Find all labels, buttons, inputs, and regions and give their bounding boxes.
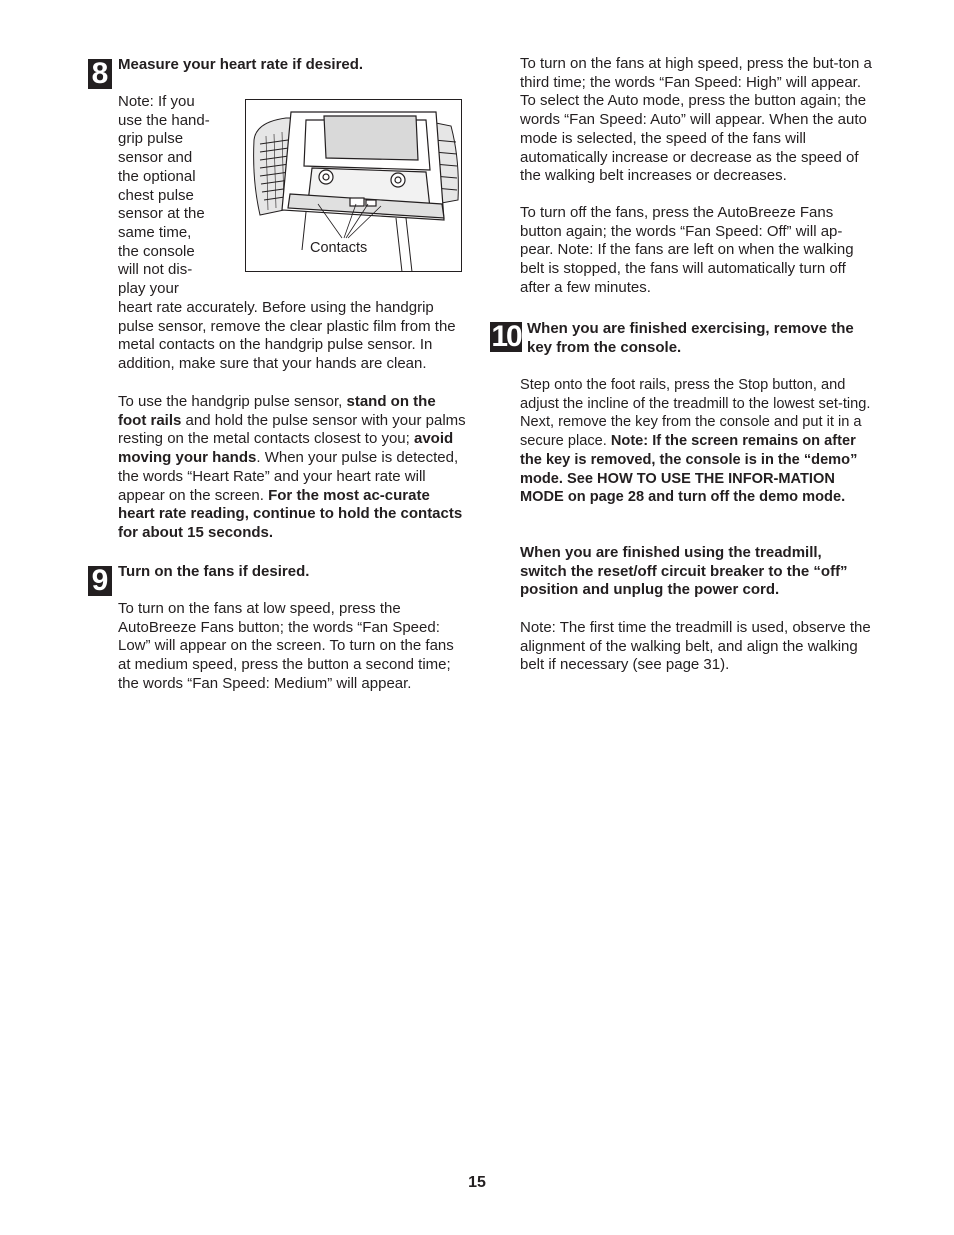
step-10-heading: When you are finished exercising, remove the key from the console. <box>527 320 854 356</box>
text-span: Step onto the foot rails, press the Stop button, and adjust the incline of the treadmill to the lowest set-ting. Next, remove the key from the console and put it in a secure place. <box>520 377 871 450</box>
bold-span: Note: If the screen remains on after the key is removed, the console is in the “demo” mode. See HOW TO USE THE INFOR-MATION MODE on page 28 and turn off the demo mode. <box>520 433 858 506</box>
step-10-paragraph-1 <box>520 376 872 507</box>
step-8-number: 8 <box>88 59 112 89</box>
step-8-note-continued: heart rate accurately. Before using the handgrip pulse sensor, remove the clear plastic film from the metal contacts on the handgrip pulse sensor. In addition, make sure that your hands are clean. <box>118 299 456 373</box>
step-10-paragraph-3: Note: The first time the treadmill is used, observe the alignment of the walking belt, and align the walking belt if necessary (see page 31). <box>520 619 871 674</box>
figure-label-contacts: Contacts <box>310 240 368 256</box>
step-8-paragraph-2 <box>118 393 466 543</box>
note-line: sensor at the <box>118 205 205 223</box>
note-line: the optional <box>118 167 196 185</box>
page-number: 15 <box>468 1174 486 1191</box>
text-span: and hold the pulse sensor with your palms resting on the metal contacts closest to you; <box>118 411 466 448</box>
step-9-number: 9 <box>88 566 112 596</box>
step-9-paragraph-1: To turn on the fans at low speed, press the AutoBreeze Fans button; the words “Fan Speed: Low” will appear on the screen. To turn on the fans at medium speed, press the button a second time; the words “Fan Speed: Medium” will appear. <box>118 600 454 692</box>
note-line: Note: If you <box>118 93 195 110</box>
step-10-paragraph-2: When you are finished using the treadmill, switch the reset/off circuit breaker to the “off” position and unplug the power cord. <box>520 544 848 599</box>
note-line: will not dis- <box>118 261 193 279</box>
console-contacts-illustration <box>245 99 462 272</box>
text-span: To use the handgrip pulse sensor, <box>118 393 347 410</box>
step-9-paragraph-3: To turn off the fans, press the AutoBreeze Fans button again; the words “Fan Speed: Off” will ap-pear. Note: If the fans are left on when the walking belt is stopped, the fans will automatically turn off after a few minutes. <box>520 204 854 296</box>
bold-span: For the most ac-curate heart rate reading, continue to hold the contacts for about 15 seconds. <box>118 486 463 541</box>
bold-span: stand on the foot rails <box>118 393 436 429</box>
note-line: same time, <box>118 223 192 241</box>
step-8-note-wrapped <box>118 93 238 299</box>
note-line: sensor and <box>118 149 193 167</box>
bold-span: avoid moving your hands <box>118 430 454 467</box>
note-line: play your <box>118 280 179 298</box>
step-9-heading: Turn on the fans if desired. <box>118 563 310 580</box>
note-line: the console <box>118 242 195 260</box>
step-9-paragraph-2: To turn on the fans at high speed, press the but-ton a third time; the words “Fan Speed: High” will appear. To select the Auto mode, press the button again; the words “Fan Speed: Auto” will appear. When the auto mode is selected, the speed of the fans will automatically increase or decrease as the speed of the walking belt increases or decreases. <box>520 55 872 185</box>
note-line: chest pulse <box>118 186 194 204</box>
step-10-number: 10 <box>491 320 521 353</box>
text-span: . When your pulse is detected, the words “Heart Rate” and your heart rate will appear on the screen. <box>118 449 459 504</box>
step-8-heading: Measure your heart rate if desired. <box>118 56 364 73</box>
note-line: grip pulse <box>118 130 184 148</box>
note-line: use the hand- <box>118 111 210 129</box>
